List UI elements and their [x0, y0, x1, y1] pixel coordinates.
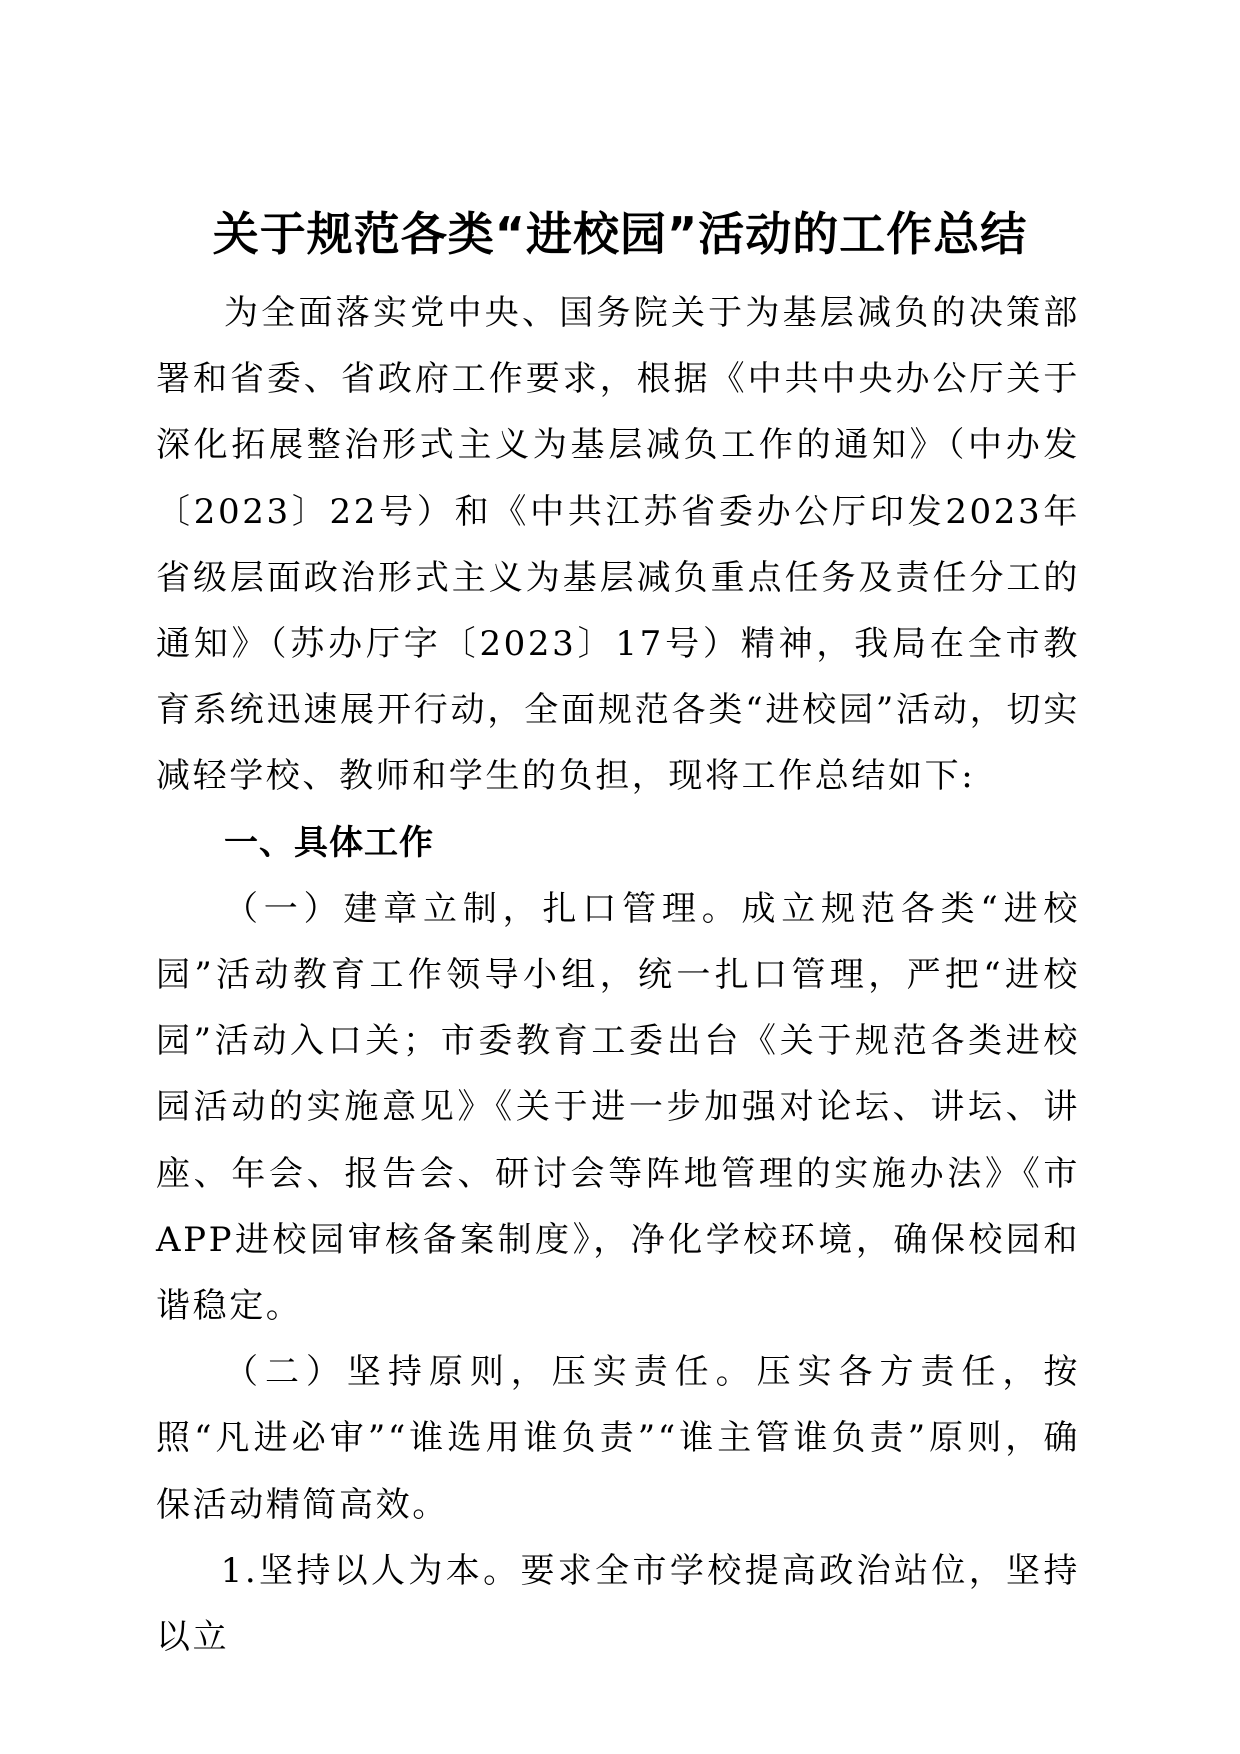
subsection-paragraph-1: （一）建章立制，扎口管理。成立规范各类“进校园”活动教育工作领导小组，统一扎口管理，严把“进校园”活动入口关；市委教育工委出台《关于规范各类进校园活动的实施意见》《关于进一步加强对论坛、讲坛、讲座、年会、报告会、研讨会等阵地管理的实施办法》《市APP进校园审核备案制度》，净化学校环境，确保校园和谐稳定。 [156, 888, 1080, 1327]
document-body [156, 280, 1080, 1670]
list-item-paragraph: 1.坚持以人为本。要求全市学校提高政治站位，坚持以立 [156, 1550, 1080, 1658]
document-title: 关于规范各类“进校园”活动的工作总结 [212, 207, 1028, 261]
section-heading: 一、具体工作 [224, 822, 434, 863]
intro-paragraph: 为全面落实党中央、国务院关于为基层减负的决策部署和省委、省政府工作要求，根据《中共中央办公厅关于深化拓展整治形式主义为基层减负工作的通知》（中办发〔2023〕22号）和《中共江苏省委办公厅印发2023年省级层面政治形式主义为基层减负重点任务及责任分工的通知》（苏办厅字〔2023〕17号）精神，我局在全市教育系统迅速展开行动，全面规范各类“进校园”活动，切实减轻学校、教师和学生的负担，现将工作总结如下: [156, 293, 1080, 797]
subsection-paragraph-2: （二）坚持原则，压实责任。压实各方责任，按照“凡进必审”“谁选用谁负责”“谁主管谁负责”原则，确保活动精简高效。 [156, 1352, 1080, 1525]
